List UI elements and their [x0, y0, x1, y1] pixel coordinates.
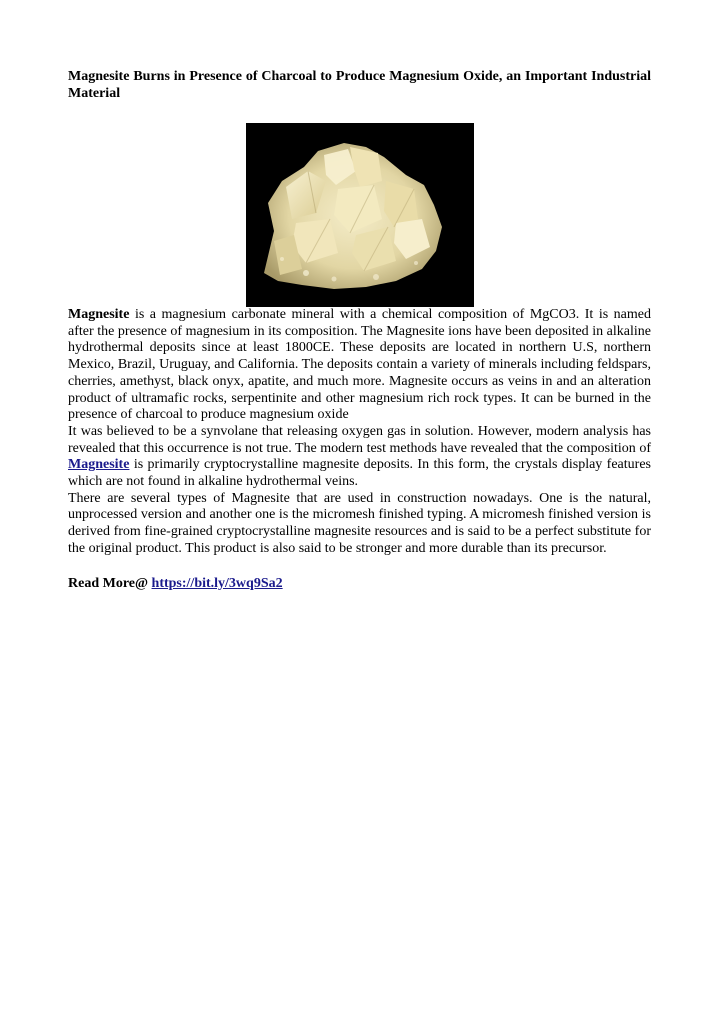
paragraph-text-after-link: is primarily cryptocrystalline magnesite deposits. In this form, the crystals display features which are not found in alkaline hydrothermal veins. — [68, 457, 651, 490]
document-title: Magnesite Burns in Presence of Charcoal to Produce Magnesium Oxide, an Important Industrial Material — [68, 69, 651, 101]
paragraph-text: There are several types of Magnesite that are used in construction nowadays. One is the natural, unprocessed version and another one is the micromesh finished typing. A micromesh finished version is derived from fine-grained cryptocrystalline magnesite resources and is said to be a perfect substitute for the original product. This product is also said to be stronger and more durable than its precursor. — [68, 490, 651, 556]
document-page — [68, 68, 651, 592]
magnesite-crystal-illustration — [246, 123, 474, 307]
paragraph-analysis — [68, 424, 651, 491]
paragraph-types — [68, 491, 651, 558]
magnesite-link[interactable]: Magnesite — [68, 457, 130, 473]
paragraph-text: is a magnesium carbonate mineral with a chemical composition of MgCO3. It is named after the presence of magnesium in its composition. The Magnesite ions have been deposited in alkaline hydrothermal deposits since at least 1800CE. These deposits are located in northern U.S, northern Mexico, Brazil, Uruguay, and California. The deposits contain a variety of minerals including feldspars, cherries, amethyst, black onyx, apatite, and much more. Magnesite occurs as veins in and an alteration product of ultramafic rocks, serpentinite and other magnesium rich rock types. It can be burned in the presence of charcoal to produce magnesium oxide — [68, 307, 651, 423]
read-more-label: Read More@ — [68, 575, 152, 591]
paragraph-lead-term: Magnesite — [68, 307, 130, 322]
paragraph-text-before-link: It was believed to be a synvolane that releasing oxygen gas in solution. However, modern analysis has revealed that this occurrence is not true. The modern test methods have revealed that the composition of — [68, 423, 651, 456]
read-more — [68, 575, 651, 592]
paragraph-magnesite-intro — [68, 307, 651, 424]
read-more-link[interactable]: https://bit.ly/3wq9Sa2 — [151, 575, 283, 591]
magnesite-image — [246, 123, 474, 307]
